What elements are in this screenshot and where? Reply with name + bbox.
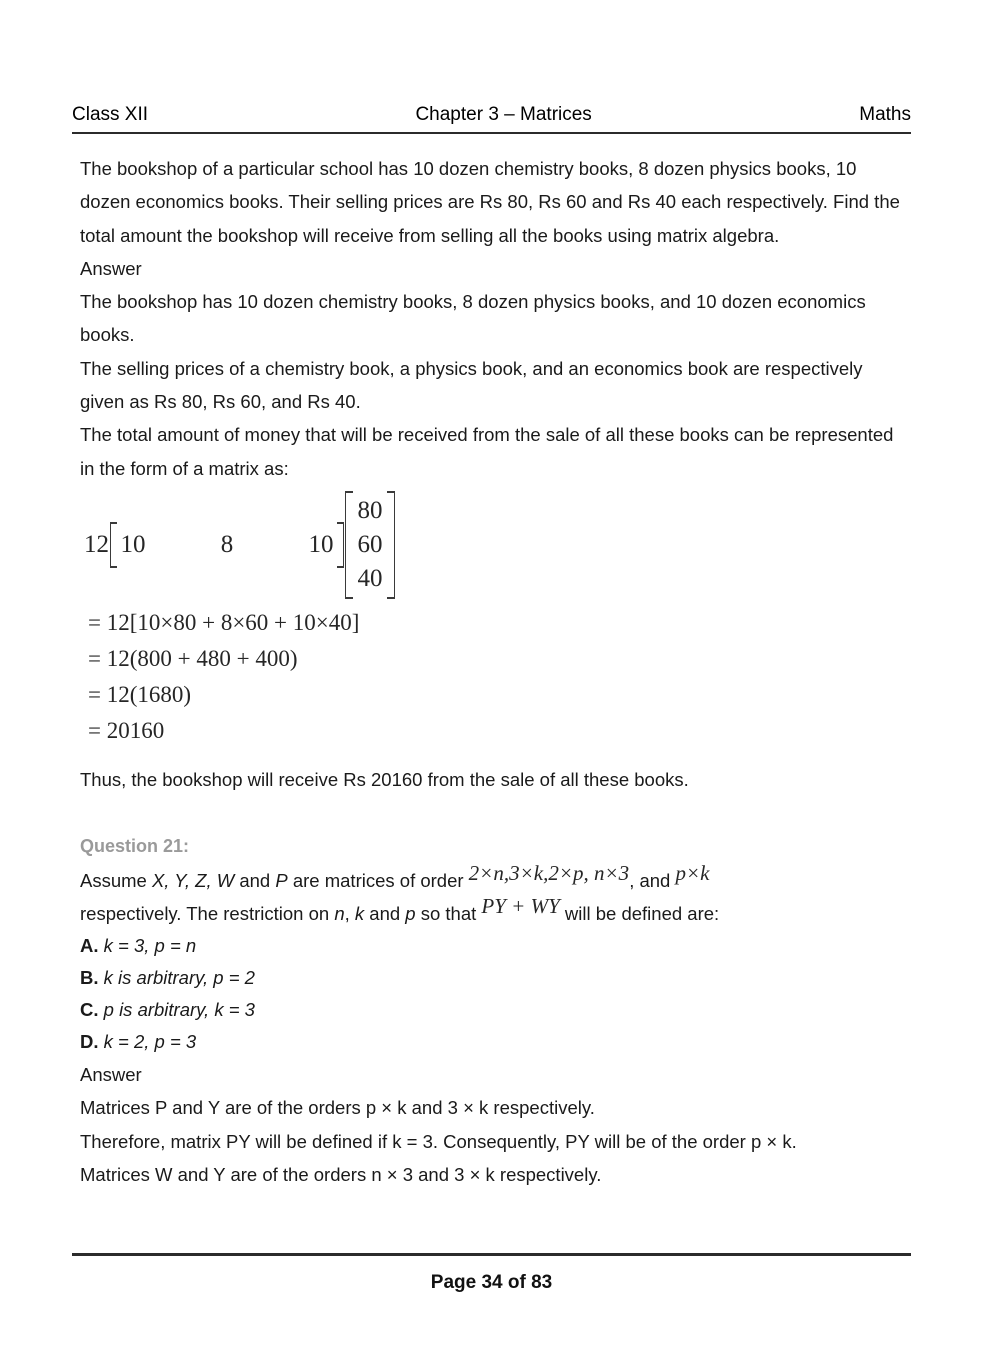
header-subject-label: Maths	[859, 104, 911, 125]
option-b-label: B.	[80, 967, 99, 989]
option-a-text: k = 3, p = n	[103, 935, 197, 957]
stem-variable-k: k	[354, 902, 365, 924]
calculation-line-4: = 20160	[88, 717, 165, 743]
question-20-answer-line-3: The total amount of money that will be received from the sale of all these books can be represented in the form of a matrix as:	[80, 424, 894, 479]
column-matrix-cell-2: 40	[357, 564, 383, 592]
stem-variable-p2: p	[405, 902, 416, 924]
row-matrix	[110, 522, 344, 568]
calculation-steps	[88, 605, 905, 749]
stem-text-1: Assume	[80, 869, 152, 891]
option-b-text: k is arbitrary, p = 2	[103, 967, 255, 989]
stem-and-2: and	[364, 902, 406, 924]
header-chapter-title: Chapter 3 – Matrices	[415, 104, 592, 125]
stem-and-1: and	[234, 869, 276, 891]
option-c-text: p is arbitrary, k = 3	[103, 999, 255, 1021]
header-class-label: Class XII	[72, 104, 149, 125]
stem-comma: ,	[344, 902, 355, 924]
stem-text-4: respectively. The restriction on	[80, 902, 335, 924]
option-d[interactable]	[80, 1026, 905, 1058]
calculation-line-2: = 12(800 + 480 + 400)	[88, 645, 298, 671]
option-d-text: k = 2, p = 3	[103, 1031, 197, 1053]
page-running-header	[72, 104, 911, 134]
question-21-answer-line-2: Therefore, matrix PY will be defined if k = 3. Consequently, PY will be of the order p × k.	[80, 1130, 797, 1152]
matrix-multiplication-expression	[84, 485, 905, 605]
option-b[interactable]	[80, 962, 905, 994]
stem-variable-n: n	[334, 902, 345, 924]
matrix-scalar-multiplier: 12	[84, 530, 109, 558]
option-d-label: D.	[80, 1031, 99, 1053]
expression-py-plus-wy-math: PY + WY	[481, 893, 560, 918]
column-matrix-cell-0: 80	[357, 496, 383, 524]
question-21-stem-continued	[80, 893, 905, 930]
stem-variable-p: P	[275, 869, 288, 891]
column-matrix	[345, 491, 395, 599]
question-21-heading: Question 21:	[80, 836, 190, 857]
calculation-line-3: = 12(1680)	[88, 681, 192, 707]
question-21-answer-label: Answer	[80, 1064, 142, 1086]
matrix-order-pk-math: p×k	[675, 860, 710, 885]
page-content	[80, 152, 905, 1191]
stem-text-5: so that	[415, 902, 482, 924]
column-matrix-cell-1: 60	[357, 530, 383, 558]
page-running-footer	[72, 1253, 911, 1294]
calculation-line-1: = 12[10×80 + 8×60 + 10×40]	[88, 609, 360, 635]
question-21-answer-line-3: Matrices W and Y are of the orders n × 3 and 3 × k respectively.	[80, 1164, 602, 1186]
question-20-prompt: The bookshop of a particular school has 10 dozen chemistry books, 8 dozen physics books, 10 dozen economics books. Their selling prices are Rs 80, Rs 60 and Rs 40 each respectively. Find the total amount the bookshop will receive from selling all the books using matrix algebra.	[80, 158, 900, 246]
row-matrix-cell-1: 8	[220, 530, 234, 558]
stem-variables-xyzw: X, Y, Z, W	[151, 869, 235, 891]
option-a[interactable]	[80, 930, 905, 962]
question-20-answer-line-1: The bookshop has 10 dozen chemistry books, 8 dozen physics books, and 10 dozen economics books.	[80, 291, 866, 346]
stem-text-3: , and	[629, 869, 676, 891]
stem-text-2: are matrices of order	[287, 869, 469, 891]
question-20-conclusion: Thus, the bookshop will receive Rs 20160 from the sale of all these books.	[80, 768, 689, 790]
option-c-label: C.	[80, 999, 99, 1021]
option-c[interactable]	[80, 994, 905, 1026]
option-a-label: A.	[80, 935, 99, 957]
matrix-orders-math: 2×n,3×k,2×p, n×3	[468, 860, 630, 885]
question-21-answer-line-1: Matrices P and Y are of the orders p × k and 3 × k respectively.	[80, 1097, 595, 1119]
page-number-label: Page 34 of 83	[430, 1272, 553, 1293]
row-matrix-cell-2: 10	[308, 530, 334, 558]
question-20-answer-label: Answer	[80, 257, 142, 279]
stem-text-6: will be defined are:	[559, 902, 720, 924]
row-matrix-cell-0: 10	[120, 530, 146, 558]
question-20-answer-line-2: The selling prices of a chemistry book, a physics book, and an economics book are respectively given as Rs 80, Rs 60, and Rs 40.	[80, 357, 863, 413]
question-21-stem	[80, 860, 905, 897]
